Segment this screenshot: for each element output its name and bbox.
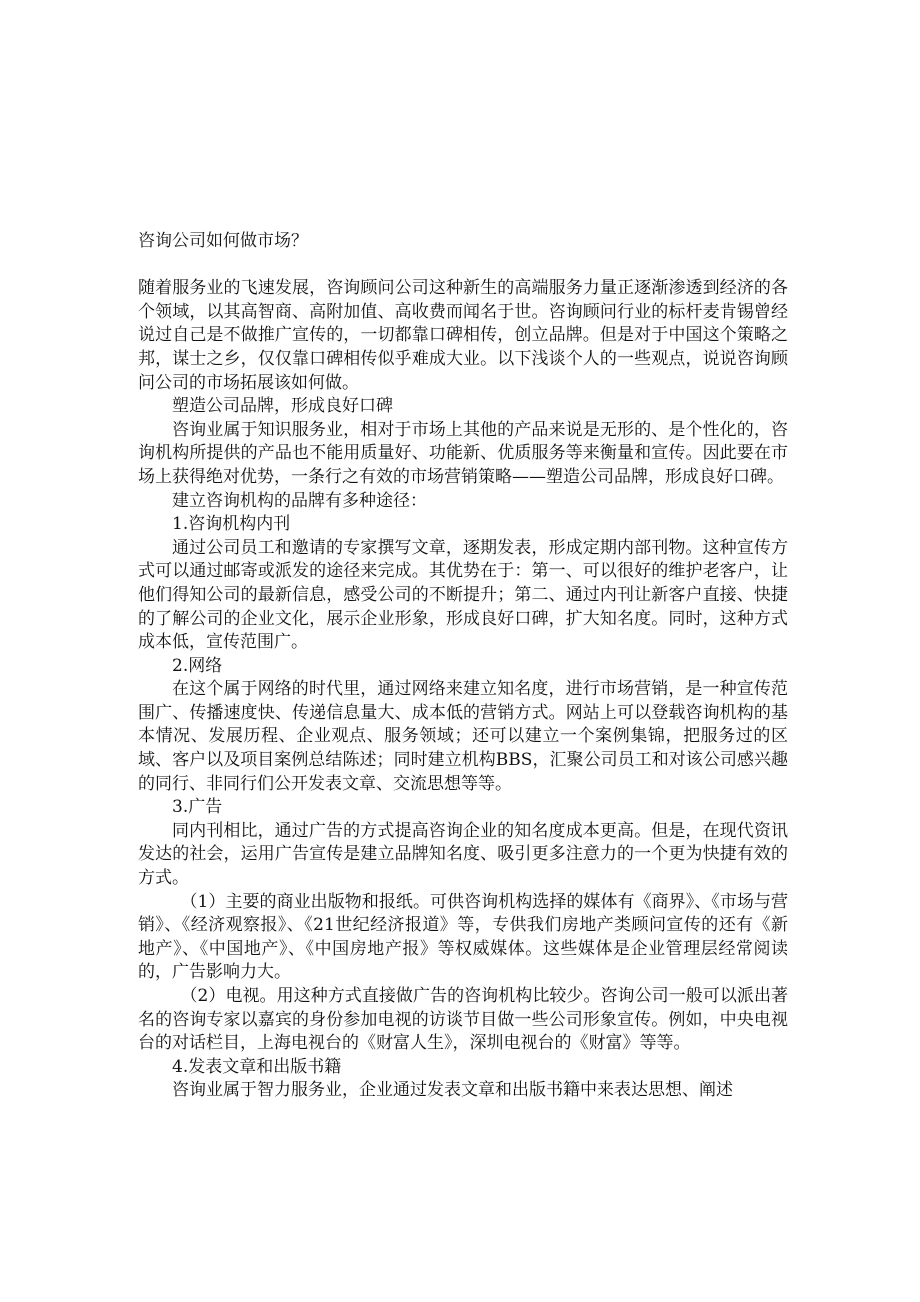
body-paragraph: 在这个属于网络的时代里，通过网络来建立知名度，进行市场营销，是一种宣传范围广、传播速度快、传递信息量大、成本低的营销方式。网站上可以登载咨询机构的基本情况、发展历程、企业观点、服务领域；还可以建立一个案例集锦，把服务过的区域、客户以及项目案例总结陈述；同时建立机构BBS，汇聚公司员工和对该公司感兴趣的同行、非同行们公开发表文章、交流思想等等。 bbox=[138, 679, 788, 794]
list-item-television: （2）电视。用这种方式直接做广告的咨询机构比较少。咨询公司一般可以派出著名的咨询专家以嘉宾的身份参加电视的访谈节目做一些公司形象宣传。例如，中央电视台的对话栏目，上海电视台的《财富人生》，深圳电视台的《财富》等等。 bbox=[138, 986, 788, 1054]
section-heading-brand: 塑造公司品牌，形成良好口碑 bbox=[172, 396, 393, 417]
document-title: 咨询公司如何做市场？ bbox=[138, 231, 308, 251]
body-paragraph: 通过公司员工和邀请的专家撰写文章，逐期发表，形成定期内部刊物。这种宣传方式可以通过邮寄或派发的途径来完成。其优势在于：第一、可以很好的维护老客户，让他们得知公司的最新信息，感受公司的不断提升；第二、通过内刊让新客户直接、快捷的了解公司的企业文化，展示企业形象，形成良好口碑，扩大知名度。同时，这种方式成本低，宣传范围广。 bbox=[138, 537, 788, 653]
section-heading-internal-journal: 1.咨询机构内刊 bbox=[172, 514, 291, 535]
body-paragraph: 咨询业属于智力服务业，企业通过发表文章和出版书籍中来表达思想、阐述 bbox=[172, 1080, 733, 1101]
body-paragraph: 咨询业属于知识服务业，相对于市场上其他的产品来说是无形的、是个性化的，咨询机构所提供的产品也不能用质量好、功能新、优质服务等来衡量和宣传。因此要在市场上获得绝对优势，一条行之有效的市场营销策略——塑造公司品牌，形成良好口碑。 bbox=[138, 419, 788, 487]
document-page bbox=[138, 230, 788, 1103]
body-paragraph: 同内刊相比，通过广告的方式提高咨询企业的知名度成本更高。但是，在现代资讯发达的社会，运用广告宣传是建立品牌知名度、吸引更多注意力的一个更为快捷有效的方式。 bbox=[138, 820, 788, 889]
body-paragraph: 建立咨询机构的品牌有多种途径： bbox=[172, 490, 427, 511]
intro-paragraph: 随着服务业的飞速发展，咨询顾问公司这种新生的高端服务力量正逐渐渗透到经济的各个领域，以其高智商、高附加值、高收费而闻名于世。咨询顾问行业的标杆麦肯锡曾经说过自己是不做推广宣传的，一切都靠口碑相传，创立品牌。但是对于中国这个策略之邦，谋士之乡，仅仅靠口碑相传似乎难成大业。以下浅谈个人的一些观点，说说咨询顾问公司的市场拓展该如何做。 bbox=[138, 278, 788, 393]
section-heading-network: 2.网络 bbox=[172, 655, 223, 676]
section-heading-advertising: 3.广告 bbox=[172, 797, 223, 818]
section-heading-publishing: 4.发表文章和出版书籍 bbox=[172, 1056, 342, 1077]
list-item-print-media: （1）主要的商业出版物和报纸。可供咨询机构选择的媒体有《商界》、《市场与营销》、《经济观察报》、《21世纪经济报道》等，专供我们房地产类顾问宣传的还有《新地产》、《中国地产》、《中国房地产报》等权威媒体。这些媒体是企业管理层经常阅读的，广告影响力大。 bbox=[138, 891, 788, 983]
